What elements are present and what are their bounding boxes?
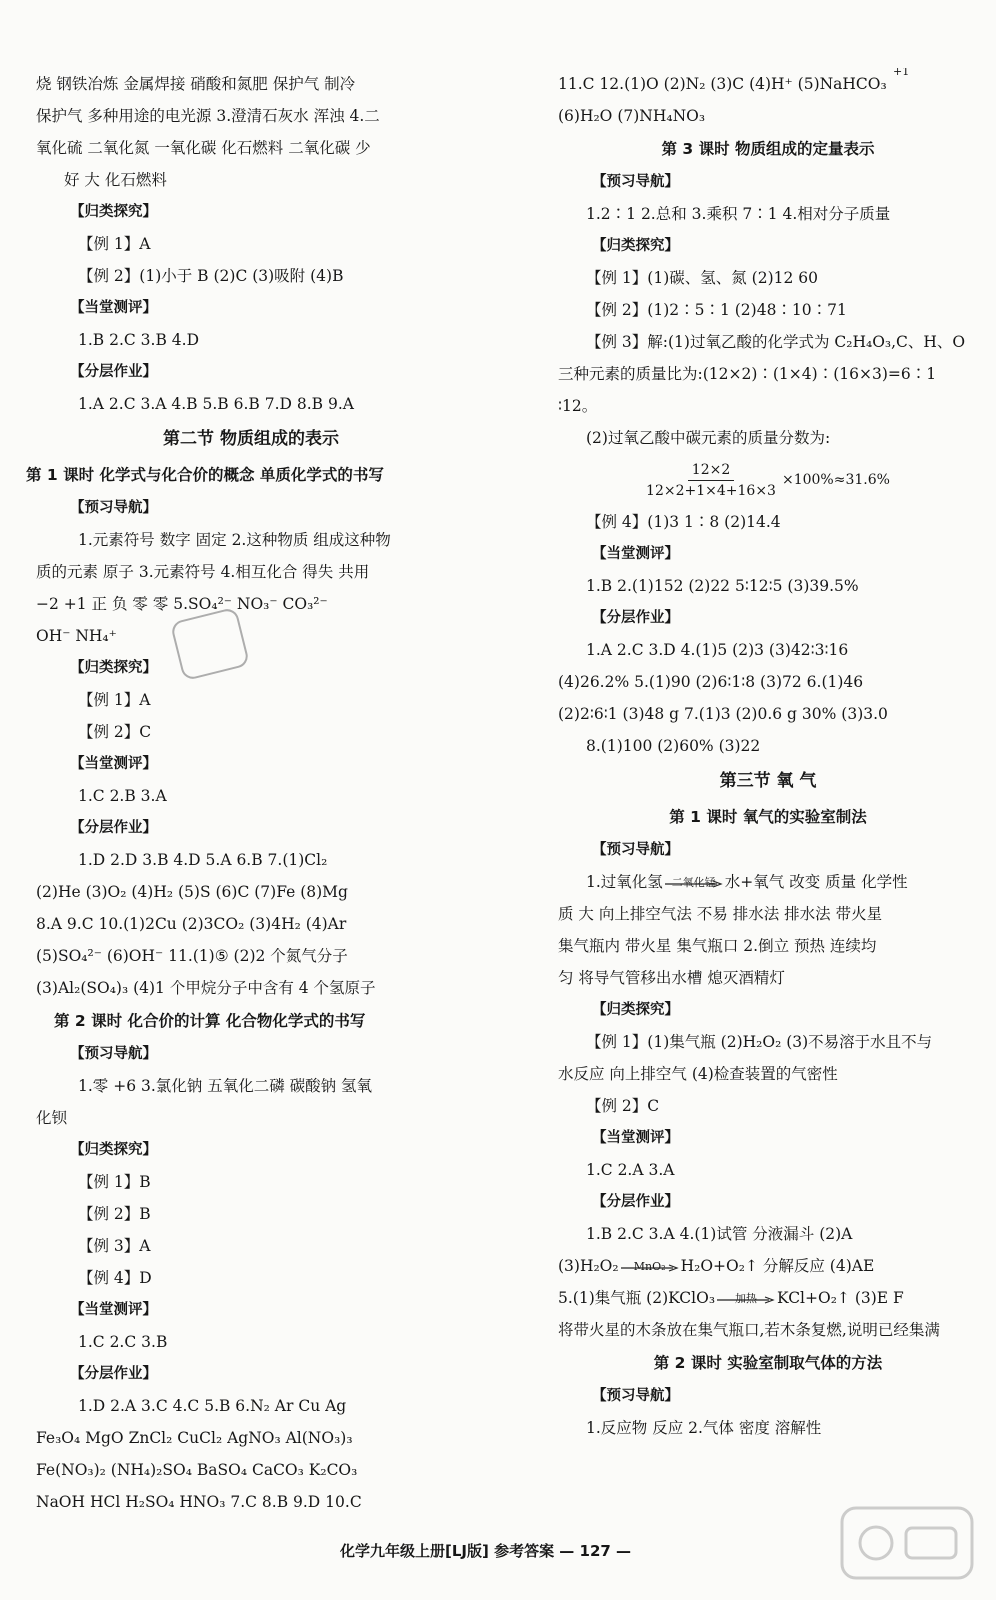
fraction-formula [558, 454, 978, 506]
example-4: 【例 4】(1)3 1∶8 (2)14.4 [586, 513, 781, 531]
fraction [646, 460, 776, 501]
label-class-test: 【当堂测评】 [592, 1130, 679, 1146]
watermark-logo [836, 1500, 986, 1590]
homework-answers: 1.A 2.C 3.A 4.B 5.B 6.B 7.D 8.B 9.A [78, 395, 354, 413]
text-line: 三种元素的质量比为:(12×2)∶(1×4)∶(16×3)=6∶1 [558, 365, 937, 383]
label-classify: 【归类探究】 [70, 1142, 157, 1158]
lesson-title: 第 2 课时 化合价的计算 化合物化学式的书写 [54, 1012, 366, 1030]
text-line: 1.零 +6 3.氯化钠 五氧化二磷 碳酸钠 氢氧 [78, 1077, 373, 1095]
label-homework: 【分层作业】 [592, 610, 679, 626]
text-fragment: (3)H₂O₂ [558, 1257, 619, 1275]
text-fragment: H₂O+O₂↑ 分解反应 (4)AE [680, 1257, 875, 1275]
text-line: (2)2∶6∶1 (3)48 g 7.(1)3 (2)0.6 g 30% (3)3.0 [558, 705, 888, 723]
text-line: 1.B 2.C 3.A 4.(1)试管 分液漏斗 (2)A [586, 1225, 853, 1243]
text-line: (6)H₂O (7)NH₄NO₃ [558, 107, 706, 125]
class-test-answers: 1.B 2.C 3.B 4.D [78, 331, 200, 349]
label-homework: 【分层作业】 [70, 364, 157, 380]
valence-superscript: +1 [893, 68, 910, 78]
section-title: 第三节 氧 气 [719, 771, 817, 791]
example-2: 【例 2】(1)2∶5∶1 (2)48∶10∶71 [586, 301, 847, 319]
text-line: −2 +1 正 负 零 零 5.SO₄²⁻ NO₃⁻ CO₃²⁻ [36, 595, 328, 613]
class-test-answers: 1.B 2.(1)152 (2)22 5∶12∶5 (3)39.5% [586, 577, 859, 595]
text-line: 8.A 9.C 10.(1)2Cu (2)3CO₂ (3)4H₂ (4)Ar [36, 915, 347, 933]
text-line: 1.A 2.C 3.D 4.(1)5 (2)3 (3)42∶3∶16 [586, 641, 849, 659]
text-line: 集气瓶内 带火星 集气瓶口 2.倒立 预热 连续均 [558, 937, 877, 955]
example-2: 【例 2】C [586, 1097, 660, 1115]
reaction-arrow [717, 1289, 775, 1309]
text-fragment: KCl+O₂↑ (3)E F [777, 1289, 904, 1307]
text-line: ∶12。 [558, 397, 598, 415]
label-classify: 【归类探究】 [592, 238, 679, 254]
label-class-test: 【当堂测评】 [70, 1302, 157, 1318]
label-class-test: 【当堂测评】 [70, 300, 157, 316]
text-line: 水反应 向上排空气 (4)检查装置的气密性 [558, 1065, 838, 1083]
text-fragment: 5.(1)集气瓶 (2)KClO₃ [558, 1289, 716, 1307]
reaction-arrow [665, 873, 723, 893]
label-class-test: 【当堂测评】 [70, 756, 157, 772]
text-line: NaOH HCl H₂SO₄ HNO₃ 7.C 8.B 9.D 10.C [36, 1493, 362, 1511]
text-line: (5)SO₄²⁻ (6)OH⁻ 11.(1)⑤ (2)2 个氮气分子 [36, 947, 348, 965]
example-1: 【例 1】(1)集气瓶 (2)H₂O₂ (3)不易溶于水且不与 [586, 1033, 933, 1051]
arrow-icon [621, 1263, 679, 1273]
section-title: 第二节 物质组成的表示 [163, 429, 339, 449]
text-line: 1.D 2.A 3.C 4.C 5.B 6.N₂ Ar Cu Ag [78, 1397, 347, 1415]
text-line: 烧 钢铁冶炼 金属焊接 硝酸和氮肥 保护气 制冷 [36, 75, 356, 93]
text-line: (2)过氧乙酸中碳元素的质量分数为: [586, 429, 831, 447]
label-homework: 【分层作业】 [70, 1366, 157, 1382]
example-1: 【例 1】A [78, 235, 151, 253]
example-3: 【例 3】A [78, 1237, 151, 1255]
text-line [558, 1282, 978, 1314]
lesson-title: 第 3 课时 物质组成的定量表示 [661, 140, 875, 158]
text-line: (2)He (3)O₂ (4)H₂ (5)S (6)C (7)Fe (8)Mg [36, 883, 348, 901]
reaction-condition: 加热 [735, 1292, 758, 1305]
text-line: 1.2∶1 2.总和 3.乘积 7∶1 4.相对分子质量 [586, 205, 891, 223]
text-line: 保护气 多种用途的电光源 3.澄清石灰水 浑浊 4.二 [36, 107, 380, 125]
text-line: 好 大 化石燃料 [64, 171, 167, 189]
reaction-arrow [621, 1257, 679, 1277]
label-classify: 【归类探究】 [70, 660, 157, 676]
lesson-title: 第 1 课时 化学式与化合价的概念 单质化学式的书写 [26, 466, 384, 484]
text-fragment: 1.过氧化氢 [586, 873, 663, 891]
example-1: 【例 1】A [78, 691, 151, 709]
reaction-condition: MnO₂ [633, 1260, 666, 1273]
label-class-test: 【当堂测评】 [592, 546, 679, 562]
text-line: 质 大 向上排空气法 不易 排水法 排水法 带火星 [558, 905, 883, 923]
class-test-answers: 1.C 2.B 3.A [78, 787, 167, 805]
label-preview: 【预习导航】 [70, 1046, 157, 1062]
label-preview: 【预习导航】 [592, 174, 679, 190]
left-column [26, 68, 466, 1518]
class-test-answers: 1.C 2.A 3.A [586, 1161, 675, 1179]
text-line-content: 11.C 12.(1)O (2)N₂ (3)C (4)H⁺ (5)NaHCO₃ [558, 75, 887, 93]
text-line: (3)Al₂(SO₄)₃ (4)1 个甲烷分子中含有 4 个氢原子 [36, 979, 376, 997]
right-column [558, 68, 978, 1444]
example-1: 【例 1】B [78, 1173, 151, 1191]
arrow-icon [717, 1295, 775, 1305]
fraction-numerator: 12×2 [688, 460, 734, 481]
text-line: 8.(1)100 (2)60% (3)22 [586, 737, 761, 755]
example-3: 【例 3】解:(1)过氧乙酸的化学式为 C₂H₄O₃,C、H、O [586, 333, 966, 351]
lesson-title: 第 1 课时 氧气的实验室制法 [669, 808, 867, 826]
example-2: 【例 2】C [78, 723, 152, 741]
label-homework: 【分层作业】 [70, 820, 157, 836]
example-1: 【例 1】(1)碳、氢、氮 (2)12 60 [586, 269, 819, 287]
example-4: 【例 4】D [78, 1269, 152, 1287]
label-preview: 【预习导航】 [592, 842, 679, 858]
text-line: 质的元素 原子 3.元素符号 4.相互化合 得失 共用 [36, 563, 370, 581]
fraction-denominator: 12×2+1×4+16×3 [646, 482, 776, 499]
fraction-tail: ×100%≈31.6% [781, 472, 890, 488]
text-line: Fe₃O₄ MgO ZnCl₂ CuCl₂ AgNO₃ Al(NO₃)₃ [36, 1429, 353, 1447]
text-line [558, 1250, 978, 1282]
arrow-icon [665, 879, 723, 889]
label-homework: 【分层作业】 [592, 1194, 679, 1210]
text-line: Fe(NO₃)₂ (NH₄)₂SO₄ BaSO₄ CaCO₃ K₂CO₃ [36, 1461, 358, 1479]
reaction-condition: 二氧化锰 [671, 876, 716, 889]
text-line: OH⁻ NH₄⁺ [36, 627, 117, 645]
text-fragment: 水+氧气 改变 质量 化学性 [724, 873, 908, 891]
label-preview: 【预习导航】 [592, 1388, 679, 1404]
page-footer: 化学九年级上册[LJ版] 参考答案 — 127 — [340, 1542, 632, 1560]
reaction-catalyst [717, 1307, 775, 1314]
class-test-answers: 1.C 2.C 3.B [78, 1333, 168, 1351]
text-line: 化钡 [36, 1109, 68, 1127]
example-2: 【例 2】(1)小于 B (2)C (3)吸附 (4)B [78, 267, 344, 285]
text-line: 将带火星的木条放在集气瓶口,若木条复燃,说明已经集满 [558, 1321, 940, 1339]
example-2: 【例 2】B [78, 1205, 151, 1223]
text-line: 1.元素符号 数字 固定 2.这种物质 组成这种物 [78, 531, 391, 549]
text-line [558, 68, 978, 100]
label-classify: 【归类探究】 [70, 204, 157, 220]
lesson-title: 第 2 课时 实验室制取气体的方法 [653, 1354, 883, 1372]
text-line: 1.反应物 反应 2.气体 密度 溶解性 [586, 1419, 822, 1437]
text-line [558, 866, 978, 898]
text-line: 1.D 2.D 3.B 4.D 5.A 6.B 7.(1)Cl₂ [78, 851, 328, 869]
label-preview: 【预习导航】 [70, 500, 157, 516]
text-line: 氧化硫 二氧化氮 一氧化碳 化石燃料 二氧化碳 少 [36, 139, 371, 157]
text-line: 匀 将导气管移出水槽 熄灭酒精灯 [558, 969, 785, 987]
text-line: (4)26.2% 5.(1)90 (2)6∶1∶8 (3)72 6.(1)46 [558, 673, 864, 691]
label-classify: 【归类探究】 [592, 1002, 679, 1018]
